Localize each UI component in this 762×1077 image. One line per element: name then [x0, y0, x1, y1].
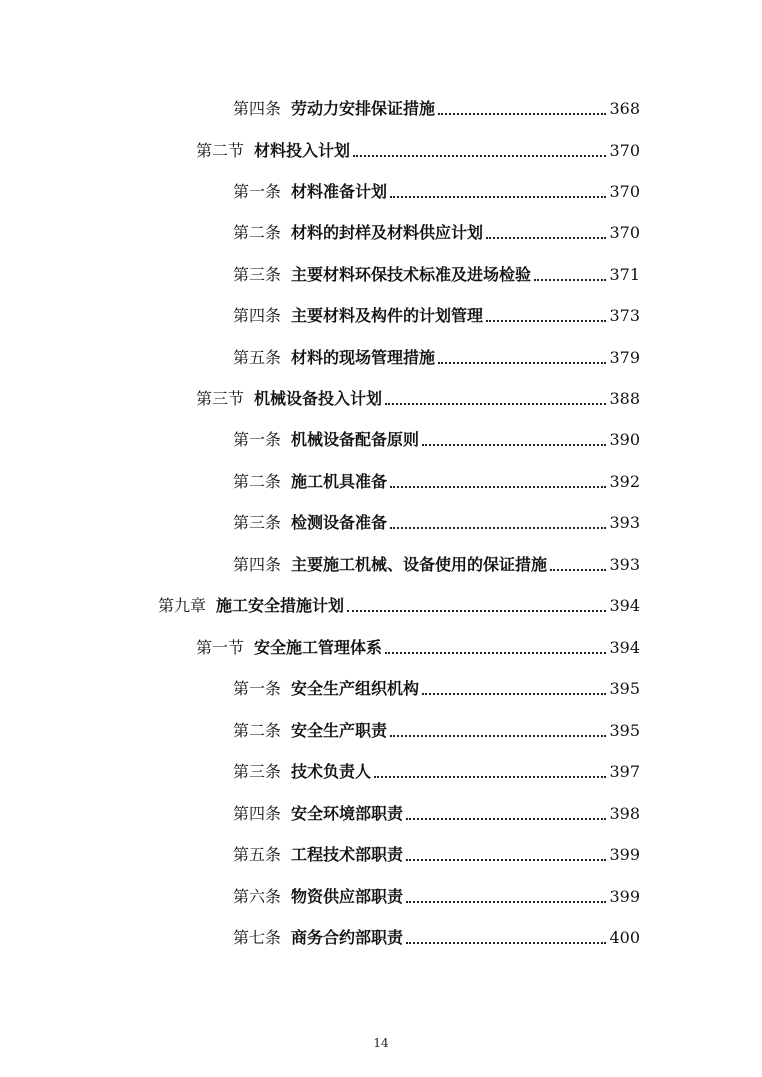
toc-entry-label: 第三条 — [233, 513, 282, 532]
toc-entry-label: 第二条 — [233, 223, 282, 242]
toc-entry-page: 397 — [609, 762, 640, 781]
toc-entry-label: 第一条 — [233, 430, 282, 449]
toc-entry-title: 主要材料环保技术标准及进场检验 — [291, 265, 532, 284]
toc-entry-page: 395 — [609, 679, 640, 698]
toc-dot-leader — [353, 155, 606, 157]
toc-dot-leader — [390, 527, 606, 529]
toc-entry-label: 第二条 — [233, 472, 282, 491]
toc-entry[interactable] — [233, 843, 640, 867]
toc-entry-page: 370 — [609, 182, 640, 201]
toc-entry-page: 399 — [609, 887, 640, 906]
toc-entry-label: 第二节 — [196, 141, 245, 160]
toc-entry-title: 材料的封样及材料供应计划 — [291, 223, 484, 242]
toc-entry-label: 第三条 — [233, 265, 282, 284]
toc-dot-leader — [438, 113, 606, 115]
toc-entry-page: 393 — [609, 513, 640, 532]
toc-entry-label: 第一节 — [196, 638, 245, 657]
toc-entry-title: 材料的现场管理措施 — [291, 348, 436, 367]
toc-entry-title: 材料准备计划 — [291, 182, 388, 201]
toc-dot-leader — [550, 569, 606, 571]
toc-dot-leader — [406, 859, 606, 861]
toc-entry-page: 379 — [609, 348, 640, 367]
toc-entry-title: 安全环境部职责 — [291, 804, 404, 823]
toc-entry-page: 373 — [609, 306, 640, 325]
toc-entry[interactable] — [233, 346, 640, 370]
toc-dot-leader — [486, 320, 606, 322]
toc-entry[interactable] — [233, 511, 640, 535]
toc-entry-page: 399 — [609, 845, 640, 864]
toc-entry-title: 物资供应部职责 — [291, 887, 404, 906]
toc-entry[interactable] — [233, 885, 640, 909]
toc-entry-title: 机械设备配备原则 — [291, 430, 420, 449]
toc-entry-label: 第七条 — [233, 928, 282, 947]
toc-dot-leader — [390, 196, 606, 198]
toc-entry-title: 劳动力安排保证措施 — [291, 99, 436, 118]
toc-entry-page: 370 — [609, 141, 640, 160]
toc-entry-page: 388 — [609, 389, 640, 408]
toc-dot-leader — [422, 444, 606, 446]
toc-entry-page: 393 — [609, 555, 640, 574]
toc-dot-leader — [406, 901, 606, 903]
toc-dot-leader — [534, 279, 606, 281]
toc-entry-title: 材料投入计划 — [254, 141, 351, 160]
toc-entry-label: 第一条 — [233, 679, 282, 698]
toc-entry-label: 第三条 — [233, 762, 282, 781]
toc-entry[interactable] — [196, 636, 640, 660]
toc-entry-label: 第五条 — [233, 348, 282, 367]
toc-entry-page: 394 — [609, 638, 640, 657]
toc-entry-label: 第五条 — [233, 845, 282, 864]
toc-entry-page: 390 — [609, 430, 640, 449]
toc-dot-leader — [390, 486, 606, 488]
toc-entry-label: 第二条 — [233, 721, 282, 740]
toc-entry-title: 施工机具准备 — [291, 472, 388, 491]
toc-entry[interactable] — [233, 553, 640, 577]
toc-entry[interactable] — [233, 677, 640, 701]
toc-entry[interactable] — [196, 139, 640, 163]
toc-entry-page: 368 — [609, 99, 640, 118]
toc-dot-leader — [347, 610, 606, 612]
toc-entry-page: 371 — [609, 265, 640, 284]
toc-entry-title: 机械设备投入计划 — [254, 389, 383, 408]
toc-entry-label: 第六条 — [233, 887, 282, 906]
toc-entry-label: 第四条 — [233, 804, 282, 823]
toc-dot-leader — [406, 818, 606, 820]
toc-entry-title: 检测设备准备 — [291, 513, 388, 532]
toc-dot-leader — [385, 403, 606, 405]
toc-dot-leader — [385, 652, 606, 654]
toc-entry-title: 安全生产组织机构 — [291, 679, 420, 698]
toc-entry[interactable] — [196, 387, 640, 411]
toc-entry[interactable] — [233, 221, 640, 245]
toc-dot-leader — [374, 776, 606, 778]
toc-entry[interactable] — [233, 180, 640, 204]
toc-entry-title: 安全生产职责 — [291, 721, 388, 740]
toc-entry-label: 第九章 — [158, 596, 207, 615]
toc-entry-page: 398 — [609, 804, 640, 823]
toc-entry-page: 392 — [609, 472, 640, 491]
toc-entry-page: 370 — [609, 223, 640, 242]
toc-entry[interactable] — [233, 304, 640, 328]
toc-entry[interactable] — [233, 719, 640, 743]
toc-dot-leader — [438, 362, 606, 364]
toc-entry-label: 第四条 — [233, 99, 282, 118]
toc-entry[interactable] — [233, 470, 640, 494]
toc-entry-page: 400 — [609, 928, 640, 947]
toc-entry-title: 技术负责人 — [291, 762, 372, 781]
toc-dot-leader — [422, 693, 606, 695]
toc-entry-label: 第一条 — [233, 182, 282, 201]
toc-dot-leader — [390, 735, 606, 737]
toc-entry-label: 第四条 — [233, 306, 282, 325]
toc-entry[interactable] — [233, 428, 640, 452]
toc-entry[interactable] — [233, 263, 640, 287]
toc-entry[interactable] — [233, 926, 640, 950]
toc-entry-title: 主要材料及构件的计划管理 — [291, 306, 484, 325]
toc-entry-title: 商务合约部职责 — [291, 928, 404, 947]
toc-dot-leader — [406, 942, 606, 944]
page-number: 14 — [373, 1036, 389, 1050]
toc-entry-title: 施工安全措施计划 — [216, 596, 345, 615]
toc-entry[interactable] — [158, 594, 640, 618]
toc-entry[interactable] — [233, 760, 640, 784]
toc-entry[interactable] — [233, 97, 640, 121]
toc-entry-label: 第四条 — [233, 555, 282, 574]
toc-entry-title: 主要施工机械、设备使用的保证措施 — [291, 555, 548, 574]
toc-entry-page: 395 — [609, 721, 640, 740]
toc-entry-title: 工程技术部职责 — [291, 845, 404, 864]
toc-dot-leader — [486, 237, 606, 239]
toc-entry-page: 394 — [609, 596, 640, 615]
toc-entry[interactable] — [233, 802, 640, 826]
toc-entry-label: 第三节 — [196, 389, 245, 408]
toc-entry-title: 安全施工管理体系 — [254, 638, 383, 657]
